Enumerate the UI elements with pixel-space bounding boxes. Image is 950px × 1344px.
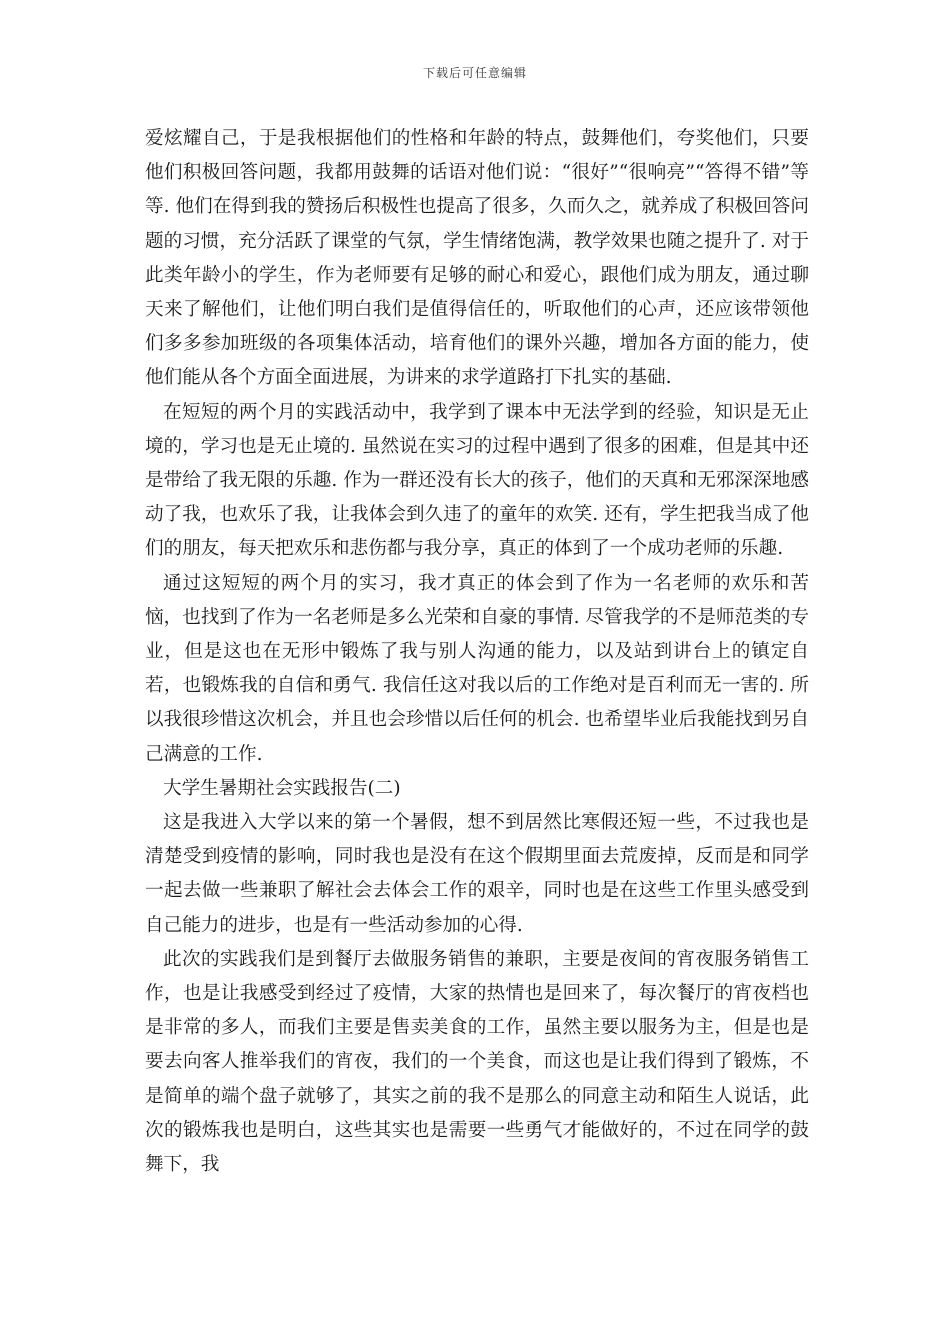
- page-header: 下载后可任意编辑: [422, 66, 527, 80]
- paragraph-5: 此次的实践我们是到餐厅去做服务销售的兼职，主要是夜间的宵夜服务销售工作，也是让我感受到经过了疫情，大家的热情也是回来了，每次餐厅的宵夜档也是非常的多人，而我们主要是售卖美食的工作，虽然主要以服务为主，但是也是要去向客人推举我们的宵夜，我们的一个美食，而这也是让我们得到了锻炼，不是简单的端个盘子就够了，其实之前的我不是那么的同意主动和陌生人说话，此次的锻炼我也是明白，这些其实也是需要一些勇气才能做好的，不过在同学的鼓舞下，我: [145, 948, 809, 1176]
- document-body: [145, 122, 809, 1182]
- section-heading: 大学生暑期社会实践报告(二): [163, 777, 401, 799]
- paragraph-3: 通过这短短的两个月的实习，我才真正的体会到了作为一名老师的欢乐和苦恼，也找到了作为一名老师是多么光荣和自豪的事情. 尽管我学的不是师范类的专业，但是这也在无形中锻炼了我与别人沟通的能力，以及站到讲台上的镇定自若，也锻炼我的自信和勇气. 我信任这对我以后的工作绝对是百利而无一害的. 所以我很珍惜这次机会，并且也会珍惜以后任何的机会. 也希望毕业后我能找到另自己满意的工作.: [145, 572, 809, 765]
- paragraph-1: 爱炫耀自己，于是我根据他们的性格和年龄的特点，鼓舞他们，夸奖他们，只要他们积极回答问题，我都用鼓舞的话语对他们说：“很好”“很响亮”“答得不错”等等. 他们在得到我的赞扬后积极性也提高了很多，久而久之，就养成了积极回答问题的习惯，充分活跃了课堂的气氛，学生情绪饱满，教学效果也随之提升了. 对于此类年龄小的学生，作为老师要有足够的耐心和爱心，跟他们成为朋友，通过聊天来了解他们，让他们明白我们是值得信任的，听取他们的心声，还应该带领他们多多参加班级的各项集体活动，培育他们的课外兴趣，增加各方面的能力，使他们能从各个方面全面进展，为讲来的求学道路打下扎实的基础.: [145, 128, 809, 389]
- paragraph-4: 这是我进入大学以来的第一个暑假，想不到居然比寒假还短一些，不过我也是清楚受到疫情的影响，同时我也是没有在这个假期里面去荒废掉，反而是和同学一起去做一些兼职了解社会去体会工作的艰辛，同时也是在这些工作里头感受到自己能力的进步，也是有一些活动参加的心得.: [145, 812, 809, 936]
- paragraph-2: 在短短的两个月的实践活动中，我学到了课本中无法学到的经验，知识是无止境的，学习也是无止境的. 虽然说在实习的过程中遇到了很多的困难，但是其中还是带给了我无限的乐趣. 作为一群还没有长大的孩子，他们的天真和无邪深深地感动了我，也欢乐了我，让我体会到久违了的童年的欢笑. 还有，学生把我当成了他们的朋友，每天把欢乐和悲伤都与我分享，真正的体到了一个成功老师的乐趣.: [145, 401, 809, 560]
